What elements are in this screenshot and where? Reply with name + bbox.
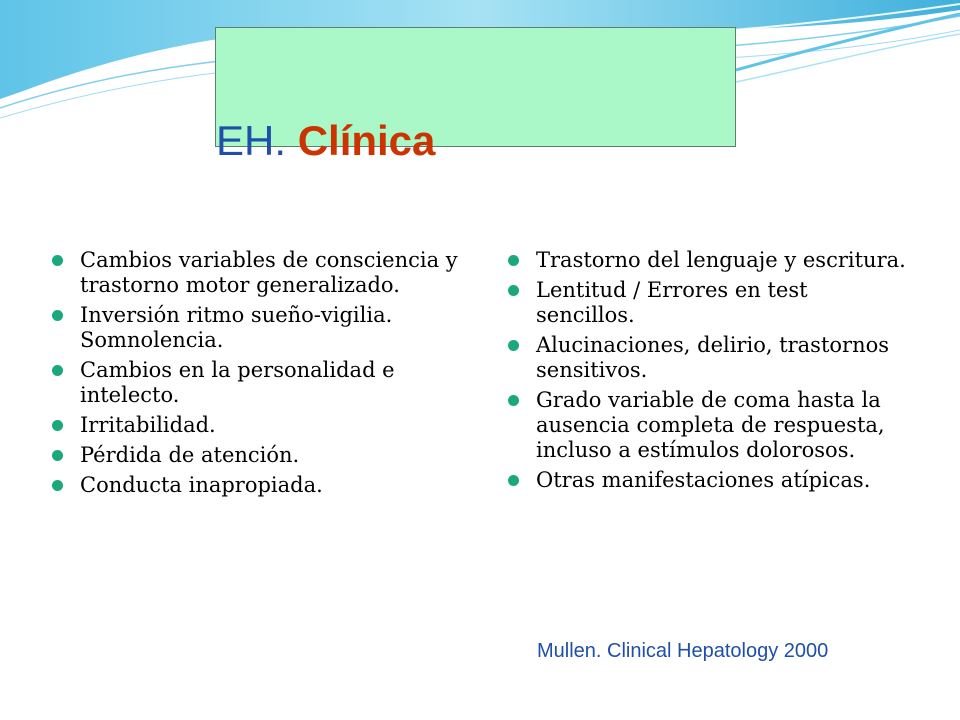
bullet-dot-icon [52,255,63,266]
bullet-dot-icon [508,285,519,296]
bullet-dot-icon [52,450,63,461]
bullet-text: Cambios en la personalidad e intelecto. [80,358,395,407]
bullet-text: Inversión ritmo sueño-vigilia. Somnolencia. [80,303,393,352]
bullet-dot-icon [508,340,519,351]
bullet-dot-icon [508,255,519,266]
bullet-text: Trastorno del lenguaje y escritura. [536,248,906,272]
bullet-item [52,248,482,298]
slide-title [216,117,436,164]
title-box [215,27,736,164]
bullet-item [508,248,908,273]
bullet-dot-icon [52,365,63,376]
bullet-item [508,333,908,383]
bullet-text: Cambios variables de consciencia y trastorno motor generalizado. [80,248,458,297]
title-prefix: EH. [216,117,287,164]
bullet-dot-icon [508,395,519,406]
bullet-item [52,358,482,408]
bullet-dot-icon [52,420,63,431]
bullet-text: Irritabilidad. [80,413,216,437]
bullet-text: Pérdida de atención. [80,443,300,467]
bullet-item [508,278,908,328]
bullet-text: Alucinaciones, delirio, trastornos sensitivos. [536,333,890,382]
bullet-item [52,303,482,353]
bullet-item [508,468,908,493]
title-main: Clínica [297,117,436,164]
bullet-dot-icon [52,310,63,321]
bullet-item [52,473,482,498]
bullet-text: Grado variable de coma hasta la ausencia completa de respuesta, incluso a estímulos dolorosos. [536,388,885,462]
right-bullet-list [508,248,908,498]
bullet-text: Conducta inapropiada. [80,473,323,497]
citation: Mullen. Clinical Hepatology 2000 [537,640,829,662]
bullet-dot-icon [508,475,519,486]
bullet-item [508,388,908,463]
bullet-item [52,443,482,468]
bullet-item [52,413,482,438]
left-bullet-list [52,248,482,503]
bullet-text: Otras manifestaciones atípicas. [536,468,871,492]
bullet-dot-icon [52,480,63,491]
bullet-text: Lentitud / Errores en test sencillos. [536,278,808,327]
